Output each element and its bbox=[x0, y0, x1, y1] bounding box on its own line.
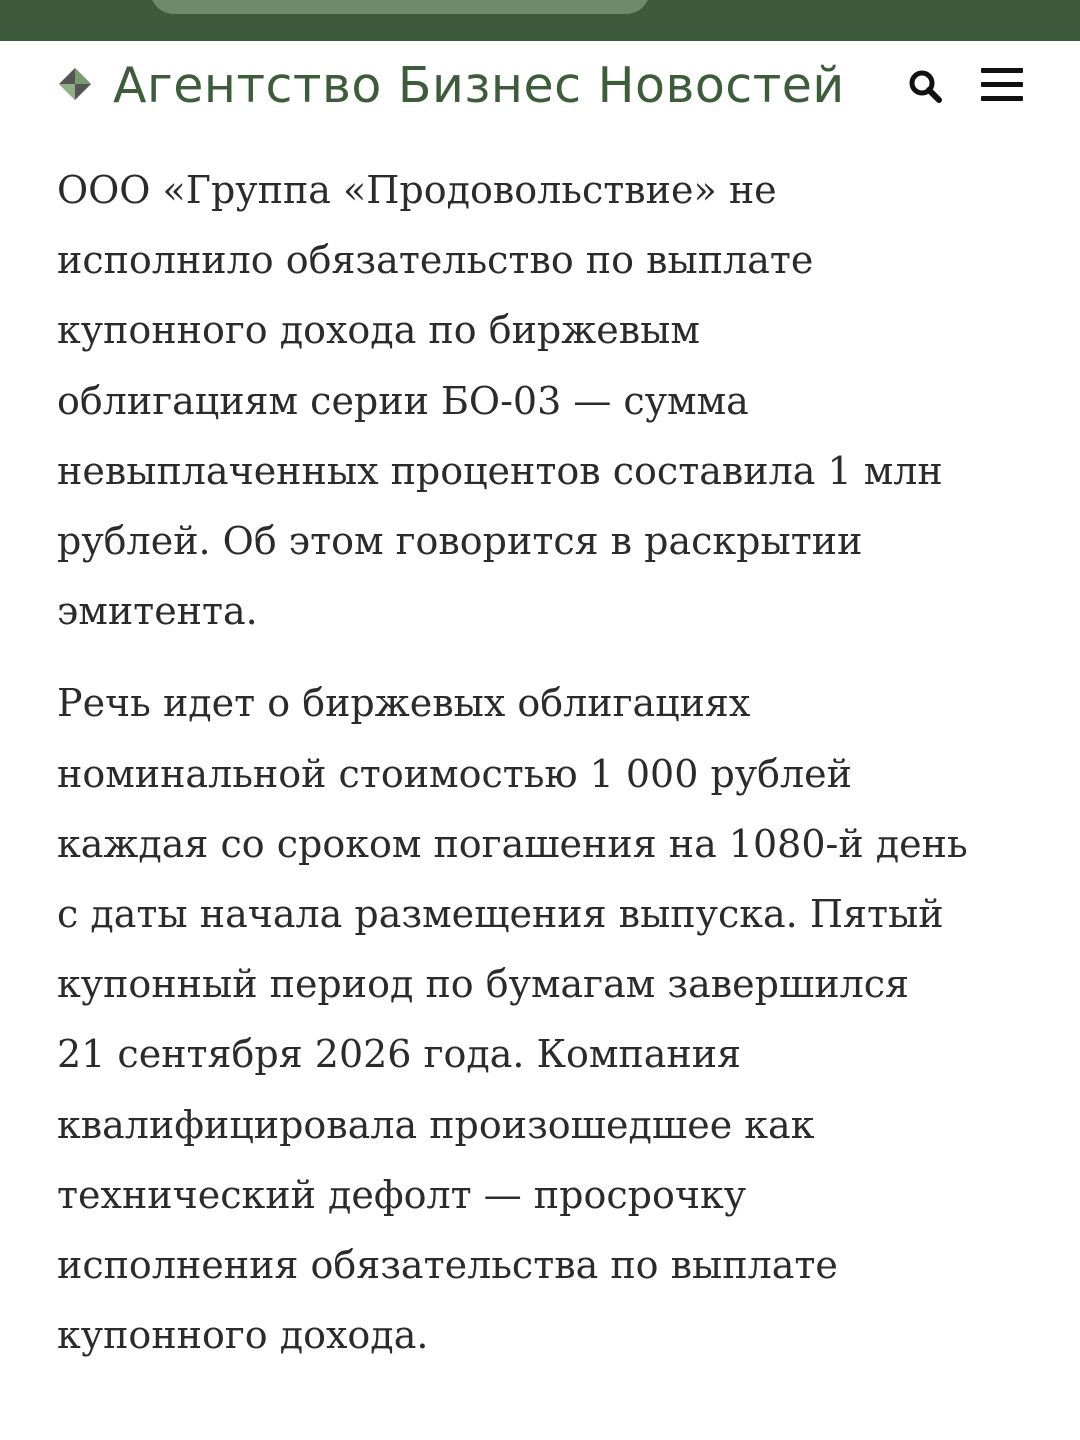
paragraph-line: купонного дохода. bbox=[57, 1313, 429, 1358]
paragraph-line: 21 сентября 2026 года. Компания bbox=[57, 1032, 742, 1077]
paragraph-line: облигациям серии БО-03 — сумма bbox=[57, 378, 749, 423]
paragraph-line: невыплаченных процентов составила 1 млн bbox=[57, 448, 943, 493]
address-bar-pill[interactable] bbox=[150, 0, 650, 14]
paragraph-line: номинальной стоимостью 1 000 рублей bbox=[57, 751, 852, 796]
article-paragraph-1 bbox=[57, 155, 1047, 646]
paragraph-line: эмитента. bbox=[57, 589, 258, 634]
paragraph-line: купонный период по бумагам завершился bbox=[57, 962, 910, 1007]
article-paragraph-2 bbox=[57, 668, 1047, 1370]
paragraph-line: исполнило обязательство по выплате bbox=[57, 238, 814, 283]
paragraph-line: ООО «Группа «Продовольствие» не bbox=[57, 168, 777, 212]
hamburger-menu-icon[interactable] bbox=[978, 65, 1026, 105]
paragraph-line: купонного дохода по биржевым bbox=[57, 308, 700, 353]
paragraph-line: Речь идет о биржевых облигациях bbox=[57, 681, 751, 726]
site-header bbox=[0, 41, 1080, 131]
paragraph-line: с даты начала размещения выпуска. Пятый bbox=[57, 892, 944, 937]
paragraph-line: технический дефолт — просрочку bbox=[57, 1172, 747, 1217]
site-title[interactable]: Агентство Бизнес Новостей bbox=[113, 57, 845, 114]
paragraph-line: квалифицировала произошедшее как bbox=[57, 1102, 815, 1147]
diamond-logo-icon[interactable] bbox=[58, 67, 92, 101]
paragraph-line: каждая со сроком погашения на 1080-й день bbox=[57, 821, 968, 866]
browser-top-bar bbox=[0, 0, 1080, 41]
search-icon[interactable] bbox=[906, 67, 946, 107]
paragraph-line: исполнения обязательства по выплате bbox=[57, 1243, 838, 1288]
paragraph-line: рублей. Об этом говорится в раскрытии bbox=[57, 519, 863, 564]
article-body bbox=[57, 155, 1047, 1392]
